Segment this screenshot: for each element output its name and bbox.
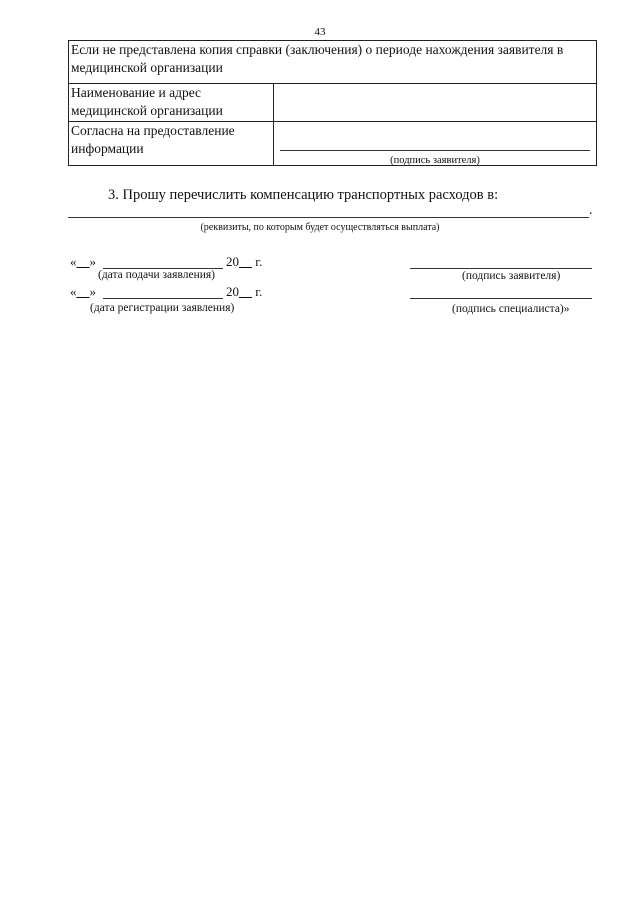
medical-org-field[interactable]: [274, 84, 597, 122]
registration-year-prefix: 20: [226, 284, 239, 299]
consent-signature-cell[interactable]: [274, 122, 597, 166]
consent-signature-caption: (подпись заявителя): [390, 155, 480, 166]
payment-details-line[interactable]: [68, 217, 589, 218]
consent-label: Согласна на предоставление информации: [69, 122, 274, 166]
registration-year-suffix: г.: [255, 284, 263, 299]
filing-year-prefix: 20: [226, 254, 239, 269]
filing-quote-close: »: [89, 254, 96, 269]
registration-date[interactable]: [70, 284, 96, 300]
filing-date-caption: (дата подачи заявления): [98, 269, 215, 281]
table-row: [69, 84, 597, 122]
filing-date[interactable]: [70, 254, 96, 270]
section3-text: 3. Прошу перечислить компенсацию транспортных расходов в:: [108, 187, 499, 203]
filing-quote-open: «: [70, 254, 77, 269]
registration-quote-close: »: [89, 284, 96, 299]
table-header-cell: Если не представлена копия справки (заключения) о периоде нахождения заявителя в медицинской организации: [69, 41, 597, 84]
applicant-signature-line[interactable]: [410, 268, 592, 269]
specialist-signature-caption: (подпись специалиста)»: [452, 303, 570, 315]
payment-details-caption: (реквизиты, по которым будет осуществляться выплата): [200, 222, 440, 233]
filing-year-blank: __: [239, 254, 252, 269]
info-table: [68, 40, 597, 166]
filing-year-suffix: г.: [255, 254, 263, 269]
payment-line-end: .: [589, 203, 593, 218]
table-header-row: [69, 41, 597, 84]
registration-year-blank: __: [239, 284, 252, 299]
consent-signature-line: [280, 150, 590, 151]
specialist-signature-line[interactable]: [410, 298, 592, 299]
page-number: 43: [314, 26, 326, 38]
table-row: [69, 122, 597, 166]
filing-year: [226, 254, 262, 270]
registration-year: [226, 284, 262, 300]
filing-day-blank: __: [76, 254, 90, 269]
registration-day-blank: __: [76, 284, 90, 299]
applicant-signature-caption: (подпись заявителя): [462, 270, 561, 282]
medical-org-label: Наименование и адрес медицинской организации: [69, 84, 274, 122]
registration-quote-open: «: [70, 284, 77, 299]
registration-date-caption: (дата регистрации заявления): [90, 302, 235, 314]
registration-month-line[interactable]: [103, 298, 223, 299]
